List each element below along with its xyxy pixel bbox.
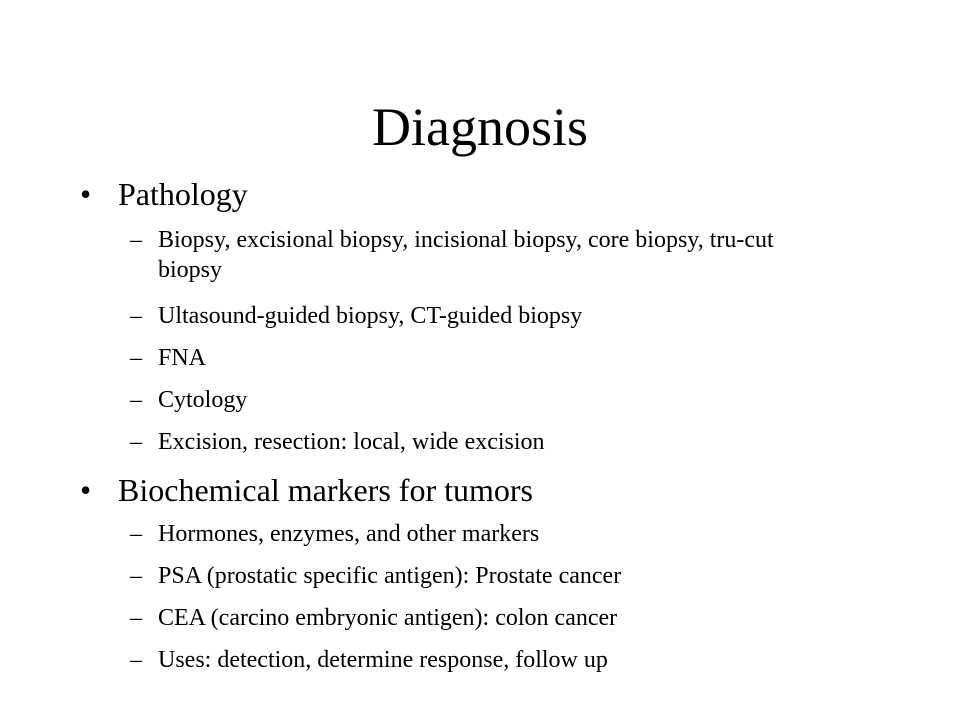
- subitem: [130, 561, 820, 591]
- dash-icon: –: [130, 345, 142, 371]
- subitem: [130, 343, 820, 373]
- subitem-text: PSA (prostatic specific antigen): Prostate cancer: [158, 563, 622, 589]
- dash-icon: –: [130, 429, 142, 455]
- subitem-text: CEA (carcino embryonic antigen): colon cancer: [158, 605, 618, 631]
- subitem-text: Cytology: [158, 387, 248, 413]
- subitem: [130, 645, 820, 675]
- subitem-text: Uses: detection, determine response, follow up: [158, 647, 608, 673]
- subitem-text: Ultasound-guided biopsy, CT-guided biopsy: [158, 303, 583, 329]
- bullet-label: Pathology: [118, 176, 248, 212]
- subitem: [130, 603, 820, 633]
- subitem-text: FNA: [158, 345, 207, 371]
- dash-icon: –: [130, 227, 142, 253]
- dash-icon: –: [130, 521, 142, 547]
- bullet-icon: •: [80, 176, 92, 212]
- subitem: [130, 301, 820, 331]
- subitem: [130, 385, 820, 415]
- slide-title: Diagnosis: [372, 97, 588, 157]
- subitem: [130, 519, 820, 549]
- subitem: [130, 225, 820, 285]
- dash-icon: –: [130, 387, 142, 413]
- subitem: [130, 427, 820, 457]
- dash-icon: –: [130, 647, 142, 673]
- bullet-biochemical-markers: [80, 471, 533, 509]
- dash-icon: –: [130, 563, 142, 589]
- subitem-text: Excision, resection: local, wide excision: [158, 429, 545, 455]
- bullet-pathology: [80, 175, 248, 213]
- subitem-text: Hormones, enzymes, and other markers: [158, 521, 540, 547]
- bullet-icon: •: [80, 472, 92, 508]
- subitem-text: Biopsy, excisional biopsy, incisional biopsy, core biopsy, tru-cut biopsy: [158, 227, 774, 283]
- dash-icon: –: [130, 605, 142, 631]
- bullet-label: Biochemical markers for tumors: [118, 472, 533, 508]
- dash-icon: –: [130, 303, 142, 329]
